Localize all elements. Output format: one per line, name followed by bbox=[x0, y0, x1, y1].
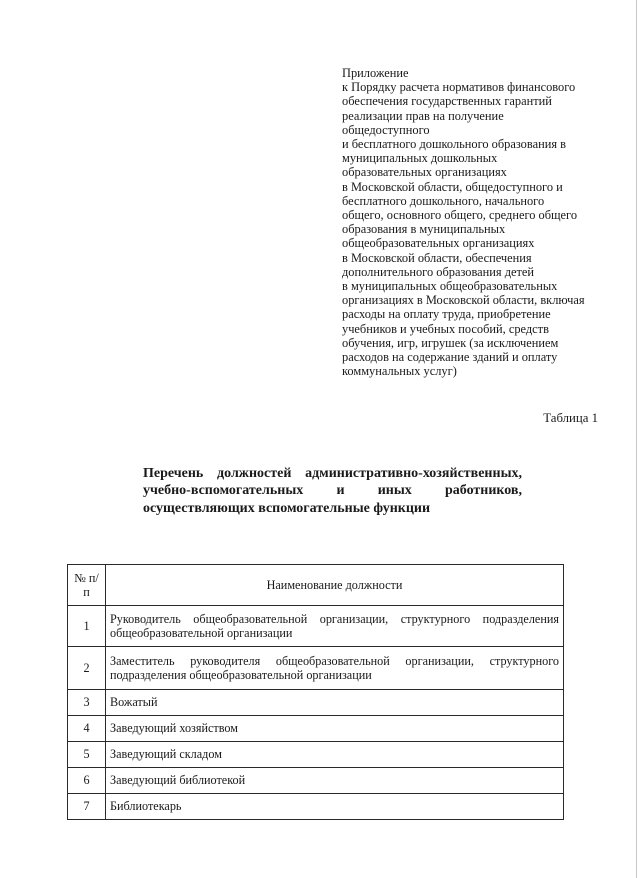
table-row bbox=[68, 742, 564, 768]
appendix-line: в Московской области, общедоступного и bbox=[342, 179, 563, 194]
appendix-line: муниципальных дошкольных bbox=[342, 151, 498, 166]
appendix-line: дополнительного образования детей bbox=[342, 264, 535, 279]
appendix-line: бесплатного дошкольного, начального bbox=[342, 193, 545, 208]
header-name: Наименование должности bbox=[106, 565, 564, 606]
appendix-line: к Порядку расчета нормативов финансового bbox=[342, 80, 576, 95]
table-row bbox=[68, 768, 564, 794]
appendix-line: обеспечения государственных гарантий bbox=[342, 94, 552, 109]
table-row bbox=[68, 690, 564, 716]
row-name: Заведующий библиотекой bbox=[106, 768, 564, 794]
row-number: 2 bbox=[68, 647, 106, 690]
appendix-line: образования в муниципальных bbox=[342, 222, 506, 237]
positions-table bbox=[67, 564, 564, 820]
table-row bbox=[68, 647, 564, 690]
appendix-line: расходы на оплату труда, приобретение bbox=[342, 307, 551, 322]
row-name: Заведующий хозяйством bbox=[106, 716, 564, 742]
table-row bbox=[68, 794, 564, 820]
list-title: Перечень должностей административно-хозяйственных, учебно-вспомогательных и иных работников, осуществляющих вспомогательные функции bbox=[143, 466, 522, 516]
appendix-note bbox=[342, 66, 599, 378]
row-name: Руководитель общеобразовательной организации, структурного подразделения общеобразовательной организации bbox=[106, 606, 564, 647]
appendix-line: реализации прав на получение bbox=[342, 108, 504, 123]
appendix-line: расходов на содержание зданий и оплату bbox=[342, 350, 558, 365]
row-name: Библиотекарь bbox=[106, 794, 564, 820]
appendix-line: учебников и учебных пособий, средств bbox=[342, 321, 549, 336]
row-number: 4 bbox=[68, 716, 106, 742]
row-name: Заместитель руководителя общеобразовательной организации, структурного подразделения общеобразовательной организации bbox=[106, 647, 564, 690]
row-name: Вожатый bbox=[106, 690, 564, 716]
row-number: 5 bbox=[68, 742, 106, 768]
row-number: 3 bbox=[68, 690, 106, 716]
table-row bbox=[68, 716, 564, 742]
header-number: № п/п bbox=[68, 565, 106, 606]
appendix-line: образовательных организациях bbox=[342, 165, 507, 180]
appendix-line: в муниципальных общеобразовательных bbox=[342, 279, 558, 294]
appendix-line: в Московской области, обеспечения bbox=[342, 250, 532, 265]
appendix-line: обучения, игр, игрушек (за исключением bbox=[342, 335, 559, 350]
row-number: 7 bbox=[68, 794, 106, 820]
row-name: Заведующий складом bbox=[106, 742, 564, 768]
appendix-line: общедоступного bbox=[342, 122, 430, 137]
row-number: 1 bbox=[68, 606, 106, 647]
appendix-line: организациях в Московской области, включая bbox=[342, 293, 585, 308]
table-label: Таблица 1 bbox=[543, 411, 598, 425]
appendix-line: общего, основного общего, среднего общего bbox=[342, 208, 578, 223]
appendix-line: коммунальных услуг) bbox=[342, 364, 457, 379]
appendix-line: общеобразовательных организациях bbox=[342, 236, 535, 251]
table-row bbox=[68, 606, 564, 647]
appendix-line: и бесплатного дошкольного образования в bbox=[342, 137, 566, 152]
row-number: 6 bbox=[68, 768, 106, 794]
page-edge-line bbox=[636, 0, 637, 878]
appendix-line: Приложение bbox=[342, 66, 409, 80]
table-header-row bbox=[68, 565, 564, 606]
